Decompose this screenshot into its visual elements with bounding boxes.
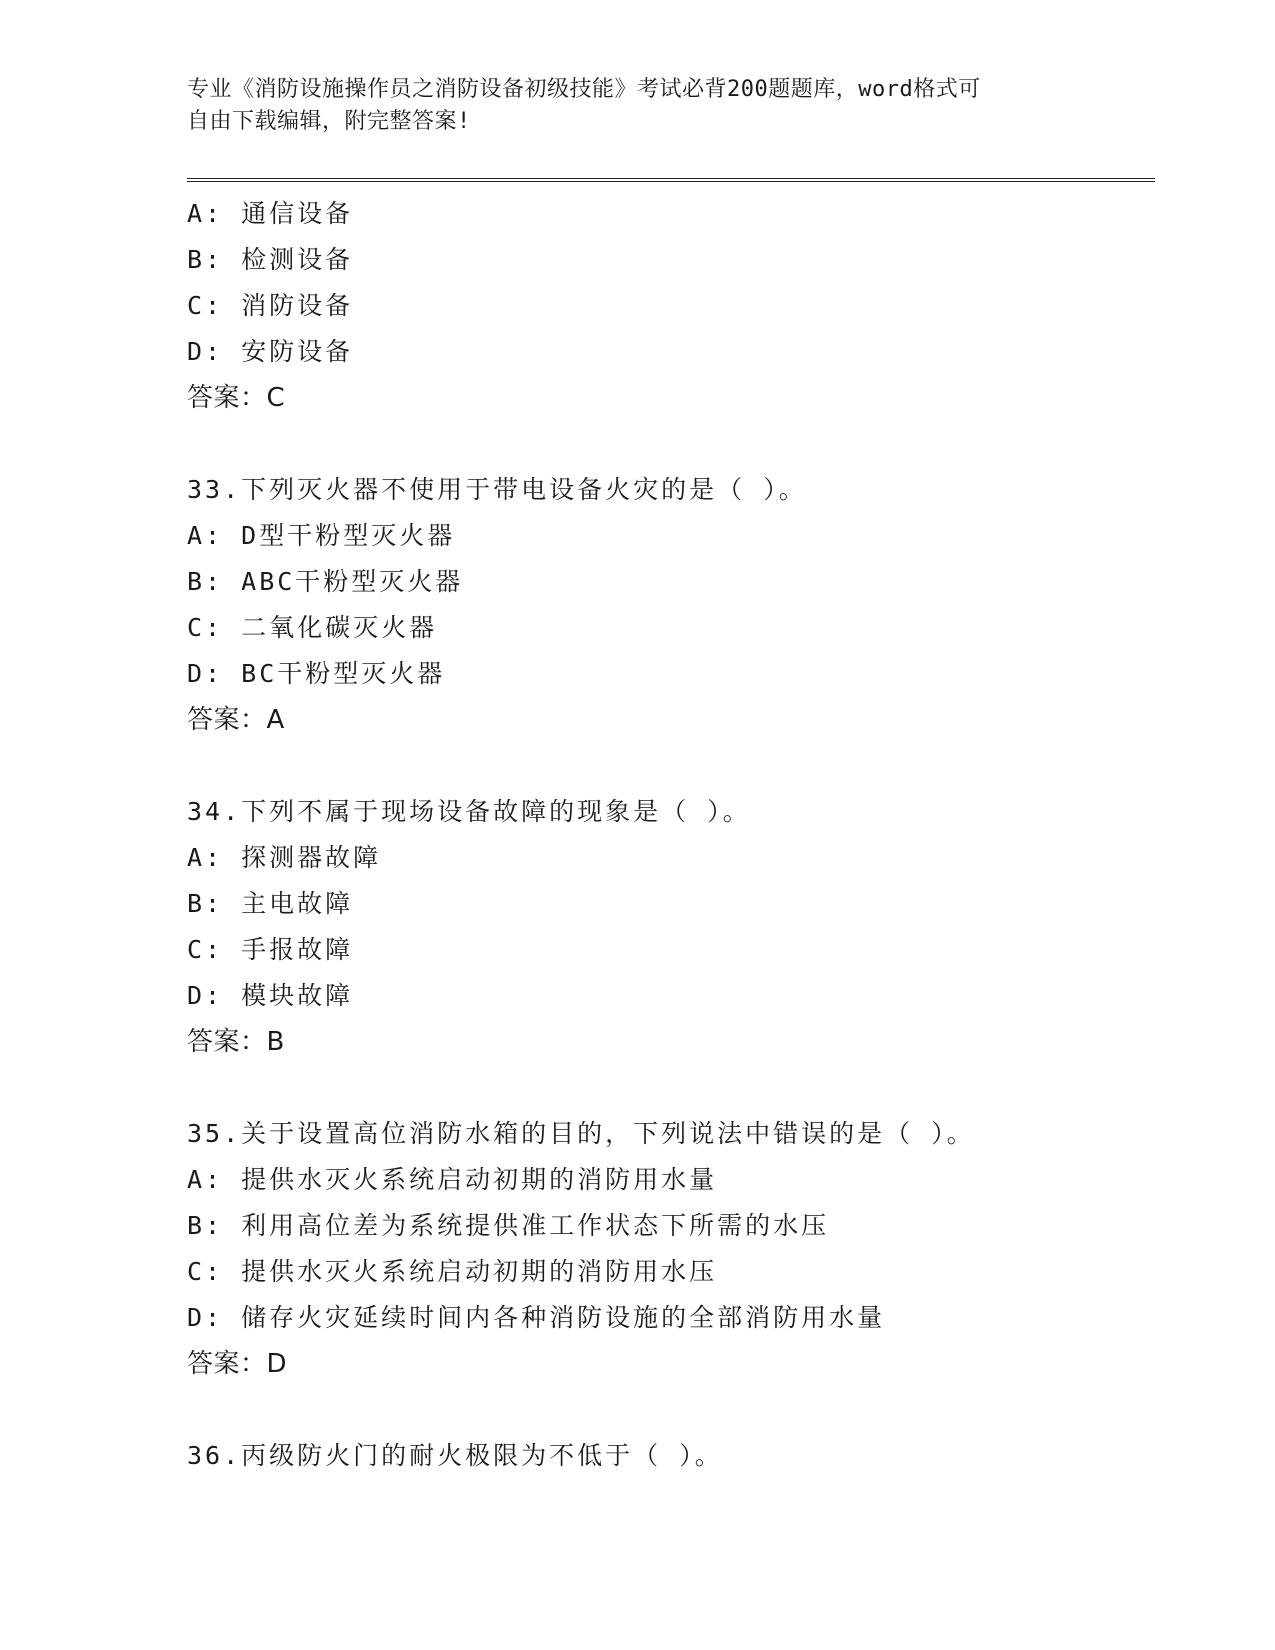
answer-line: 答案：D (187, 1349, 288, 1379)
option-c: C: 消防设备 (187, 291, 354, 320)
option-a: A: 提供水灭火系统启动初期的消防用水量 (187, 1165, 718, 1194)
option-b: B: 利用高位差为系统提供准工作状态下所需的水压 (187, 1211, 830, 1240)
spacer (187, 743, 1147, 789)
answer-line: 答案：C (187, 383, 286, 413)
option-d: D: 模块故障 (187, 981, 354, 1010)
spacer (187, 1065, 1147, 1111)
question-block-36 (187, 1433, 1147, 1479)
header-divider (187, 178, 1155, 182)
question-stem: 34.下列不属于现场设备故障的现象是（ ）。 (187, 797, 751, 826)
spacer (187, 421, 1147, 467)
question-block-33 (187, 467, 1147, 743)
spacer (187, 1387, 1147, 1433)
option-c: C: 二氧化碳灭火器 (187, 613, 438, 642)
header-line-2: 自由下载编辑，附完整答案! (187, 109, 471, 134)
option-b: B: 主电故障 (187, 889, 354, 918)
header-line-1: 专业《消防设施操作员之消防设备初级技能》考试必背200题题库，word格式可 (187, 77, 981, 102)
question-block-34 (187, 789, 1147, 1065)
option-d: D: 储存火灾延续时间内各种消防设施的全部消防用水量 (187, 1303, 886, 1332)
option-d: D: 安防设备 (187, 337, 354, 366)
option-a: A: 通信设备 (187, 199, 354, 228)
option-b: B: 检测设备 (187, 245, 354, 274)
option-c: C: 手报故障 (187, 935, 354, 964)
option-a: A: 探测器故障 (187, 843, 382, 872)
question-list (187, 191, 1147, 1479)
answer-line: 答案：A (187, 705, 285, 735)
option-c: C: 提供水灭火系统启动初期的消防用水压 (187, 1257, 718, 1286)
question-stem: 35.关于设置高位消防水箱的目的，下列说法中错误的是（ ）。 (187, 1119, 975, 1148)
question-block-35 (187, 1111, 1147, 1387)
question-stem: 36.丙级防火门的耐火极限为不低于（ ）。 (187, 1441, 723, 1470)
page-header (187, 74, 1077, 138)
question-stem: 33.下列灭火器不使用于带电设备火灾的是（ ）。 (187, 475, 807, 504)
question-block-32 (187, 191, 1147, 421)
option-b: B: ABC干粉型灭火器 (187, 567, 464, 596)
option-d: D: BC干粉型灭火器 (187, 659, 446, 688)
answer-line: 答案：B (187, 1027, 285, 1057)
option-a: A: D型干粉型灭火器 (187, 521, 456, 550)
